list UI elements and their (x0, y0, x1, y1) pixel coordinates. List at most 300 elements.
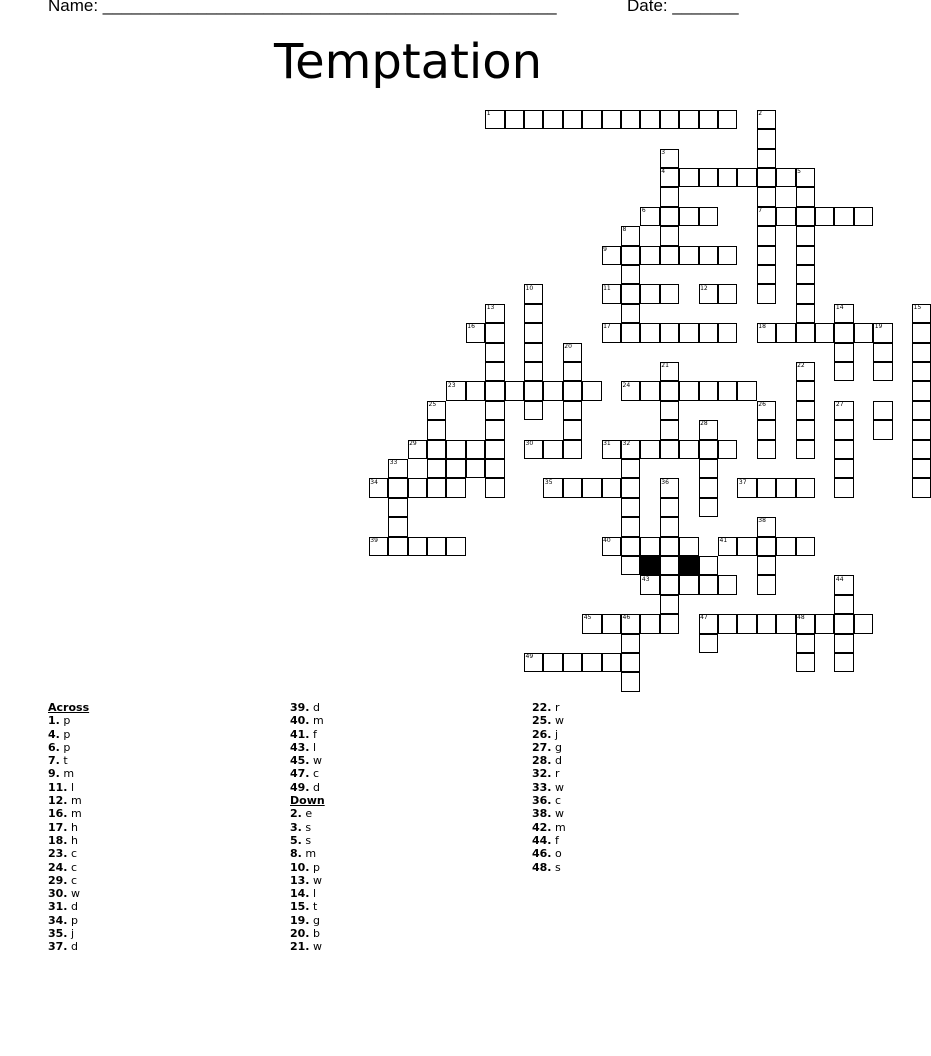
clue-number: 15 (913, 304, 922, 311)
crossword-cell[interactable] (563, 440, 582, 459)
crossword-cell[interactable] (660, 537, 679, 556)
clue-item-number: 45. (290, 754, 310, 768)
crossword-cell[interactable] (621, 556, 640, 575)
crossword-cell[interactable] (679, 575, 698, 594)
clue-item-number: 48. (532, 860, 552, 874)
clue-number: 11 (603, 284, 611, 292)
crossword-cell[interactable] (602, 110, 621, 129)
crossword-cell[interactable] (388, 498, 407, 517)
clue-item-number: 28. (532, 754, 552, 768)
crossword-cell[interactable] (699, 381, 718, 400)
crossword-cell[interactable] (427, 459, 446, 478)
crossword-cell[interactable] (505, 110, 524, 129)
crossword-cell[interactable] (640, 381, 659, 400)
clue-item: 5. s (290, 833, 312, 847)
crossword-cell[interactable] (699, 575, 718, 594)
crossword-cell[interactable] (699, 556, 718, 575)
crossword-cell[interactable] (737, 168, 756, 187)
clue-item: 16. m (48, 807, 82, 821)
date-field-label: Date: _______ (627, 0, 739, 15)
crossword-cell[interactable] (796, 634, 815, 653)
crossword-cell[interactable] (679, 440, 698, 459)
crossword-cell[interactable] (621, 265, 640, 284)
clue-item: 34. p (48, 913, 78, 927)
crossword-cell[interactable] (621, 246, 640, 265)
clue-item-number: 14. (290, 887, 310, 901)
crossword-cell[interactable] (388, 537, 407, 556)
clue-item-number: 41. (290, 727, 310, 741)
crossword-cell[interactable] (466, 440, 485, 459)
crossword-cell[interactable] (834, 614, 853, 633)
clue-column-1 (48, 701, 89, 954)
clue-item: 7. t (48, 754, 68, 768)
clue-number: 9 (603, 245, 607, 253)
crossword-cell[interactable] (854, 614, 873, 633)
clue-item: 23. c (48, 847, 78, 861)
clue-item: 10. p (290, 860, 320, 874)
clue-item-number: 43. (290, 740, 310, 754)
crossword-cell[interactable] (446, 478, 465, 497)
crossword-cell[interactable] (854, 323, 873, 342)
crossword-cell[interactable] (776, 614, 795, 633)
crossword-cell[interactable] (640, 246, 659, 265)
crossword-cell[interactable] (660, 246, 679, 265)
crossword-cell[interactable] (640, 440, 659, 459)
clue-item-number: 30. (48, 887, 68, 901)
clue-item: 38. w (532, 807, 564, 821)
crossword-cell[interactable] (757, 246, 776, 265)
clue-number: 31 (603, 439, 611, 447)
clue-number: 35 (544, 478, 553, 486)
clue-item-number: 36. (532, 794, 552, 808)
crossword-cell[interactable] (563, 381, 582, 400)
crossword-cell[interactable] (796, 246, 815, 265)
crossword-cell[interactable] (912, 420, 931, 439)
crossword-cell[interactable] (737, 537, 756, 556)
crossword-cell[interactable] (660, 187, 679, 206)
clue-number: 48 (797, 614, 805, 622)
crossword-cell[interactable] (912, 381, 931, 400)
crossword-cell[interactable] (699, 246, 718, 265)
crossword-cell[interactable] (660, 381, 679, 400)
crossword-cell[interactable] (912, 343, 931, 362)
clue-item-number: 16. (48, 807, 68, 821)
crossword-cell[interactable] (718, 440, 737, 459)
crossword-cell[interactable] (834, 420, 853, 439)
crossword-cell[interactable] (776, 168, 795, 187)
crossword-cell[interactable] (815, 207, 834, 226)
crossword-cell[interactable] (524, 362, 543, 381)
crossword-cell[interactable] (524, 343, 543, 362)
clue-item-number: 11. (48, 780, 68, 794)
crossword-cell[interactable] (485, 362, 504, 381)
crossword-cell[interactable] (796, 478, 815, 497)
crossword-cell[interactable] (427, 420, 446, 439)
crossword-cell[interactable] (602, 653, 621, 672)
crossword-cell[interactable] (796, 304, 815, 323)
crossword-cell[interactable] (563, 401, 582, 420)
crossword-cell[interactable] (834, 343, 853, 362)
crossword-cell[interactable] (912, 478, 931, 497)
crossword-cell[interactable] (485, 420, 504, 439)
clue-item-number: 18. (48, 833, 68, 847)
crossword-cell[interactable] (524, 381, 543, 400)
clue-item: 25. w (532, 714, 564, 728)
clue-item-number: 6. (48, 740, 60, 754)
crossword-cell[interactable] (563, 362, 582, 381)
clue-item-number: 46. (532, 847, 552, 861)
crossword-cell[interactable] (834, 440, 853, 459)
clue-item: 18. h (48, 833, 78, 847)
clue-item-number: 24. (48, 860, 68, 874)
crossword-cell[interactable] (543, 653, 562, 672)
clue-number: 14 (835, 304, 844, 311)
crossword-cell[interactable] (388, 517, 407, 536)
clue-number: 6 (641, 207, 646, 214)
clue-item: 32. r (532, 767, 560, 781)
crossword-cell[interactable] (796, 653, 815, 672)
crossword-cell[interactable] (427, 537, 446, 556)
clue-number: 16 (467, 323, 475, 331)
crossword-cell[interactable] (640, 323, 659, 342)
clue-item-number: 1. (48, 714, 60, 728)
crossword-cell[interactable] (621, 653, 640, 672)
crossword-cell[interactable] (679, 323, 698, 342)
crossword-cell[interactable] (660, 614, 679, 633)
crossword-cell[interactable] (679, 207, 698, 226)
crossword-cell[interactable] (485, 381, 504, 400)
crossword-cell[interactable] (757, 149, 776, 168)
crossword-cell[interactable] (524, 323, 543, 342)
clue-number: 24 (622, 381, 631, 389)
clue-item: 24. c (48, 860, 78, 874)
crossword-cell[interactable] (757, 284, 776, 303)
clue-number: 20 (564, 342, 572, 350)
crossword-cell[interactable] (854, 207, 873, 226)
crossword-cell[interactable] (873, 401, 892, 420)
crossword-cell[interactable] (602, 478, 621, 497)
crossword-cell[interactable] (427, 478, 446, 497)
crossword-cell[interactable] (446, 459, 465, 478)
crossword-cell[interactable] (660, 575, 679, 594)
crossword-cell[interactable] (834, 323, 853, 342)
crossword-cell[interactable] (485, 401, 504, 420)
clue-item-number: 12. (48, 794, 68, 808)
clue-item-number: 35. (48, 927, 68, 941)
crossword-cell[interactable] (640, 284, 659, 303)
clue-item-number: 38. (532, 807, 552, 821)
crossword-cell[interactable] (737, 381, 756, 400)
clue-item: 21. w (290, 940, 322, 954)
crossword-cell[interactable] (640, 614, 659, 633)
crossword-cell[interactable] (660, 110, 679, 129)
clue-item: 33. w (532, 780, 564, 794)
clue-item: 6. p (48, 740, 71, 754)
crossword-cell[interactable] (834, 634, 853, 653)
crossword-cell[interactable] (796, 226, 815, 245)
clue-number: 29 (409, 439, 417, 447)
clue-item: 49. d (290, 780, 320, 794)
crossword-cell[interactable] (796, 323, 815, 342)
clue-item: 1. p (48, 714, 71, 728)
crossword-cell[interactable] (757, 187, 776, 206)
clue-item-number: 39. (290, 701, 310, 714)
clue-item: 12. m (48, 794, 82, 808)
crossword-cell[interactable] (718, 381, 737, 400)
clue-number: 22 (797, 362, 805, 370)
crossword-cell[interactable] (912, 323, 931, 342)
crossword-cell[interactable] (757, 537, 776, 556)
crossword-cell[interactable] (796, 187, 815, 206)
crossword-cell[interactable] (757, 440, 776, 459)
clue-item: 42. m (532, 820, 566, 834)
crossword-cell[interactable] (660, 420, 679, 439)
crossword-cell[interactable] (776, 478, 795, 497)
crossword-cell[interactable] (466, 381, 485, 400)
crossword-cell[interactable] (912, 440, 931, 459)
crossword-cell[interactable] (485, 478, 504, 497)
crossword-cell[interactable] (660, 595, 679, 614)
crossword-cell[interactable] (602, 614, 621, 633)
crossword-cell[interactable] (679, 381, 698, 400)
crossword-cell[interactable] (582, 381, 601, 400)
crossword-cell[interactable] (815, 614, 834, 633)
clue-item-number: 32. (532, 767, 552, 781)
crossword-cell[interactable] (699, 634, 718, 653)
crossword-cell[interactable] (660, 207, 679, 226)
crossword-cell[interactable] (621, 304, 640, 323)
crossword-cell[interactable] (699, 323, 718, 342)
clue-item-number: 4. (48, 727, 60, 741)
clue-number: 25 (428, 401, 437, 408)
clue-item-number: 31. (48, 900, 68, 914)
crossword-cell[interactable] (834, 362, 853, 381)
clue-item-number: 25. (532, 714, 552, 728)
crossword-cell[interactable] (834, 459, 853, 478)
crossword-cell[interactable] (873, 420, 892, 439)
crossword-cell[interactable] (660, 440, 679, 459)
crossword-cell[interactable] (485, 323, 504, 342)
crossword-cell[interactable] (466, 459, 485, 478)
crossword-cell[interactable] (737, 614, 756, 633)
crossword-cell[interactable] (699, 168, 718, 187)
crossword-cell[interactable] (621, 634, 640, 653)
crossword-cell[interactable] (621, 110, 640, 129)
puzzle-title: Temptation (273, 34, 543, 90)
clue-item-number: 40. (290, 714, 310, 728)
crossword-cell[interactable] (640, 537, 659, 556)
crossword-cell[interactable] (621, 537, 640, 556)
crossword-cell[interactable] (660, 226, 679, 245)
crossword-cell[interactable] (679, 168, 698, 187)
clue-column-3 (532, 701, 566, 874)
crossword-cell[interactable] (485, 343, 504, 362)
crossword-cell[interactable] (660, 556, 679, 575)
crossword-cell[interactable] (640, 110, 659, 129)
crossword-cell[interactable] (699, 478, 718, 497)
crossword-cell[interactable] (757, 226, 776, 245)
clue-item-number: 20. (290, 927, 310, 941)
crossword-cell[interactable] (776, 207, 795, 226)
crossword-cell[interactable] (699, 110, 718, 129)
clue-column-2 (290, 701, 325, 954)
clue-number: 43 (641, 575, 650, 583)
crossword-cell[interactable] (485, 459, 504, 478)
crossword-cell[interactable] (582, 653, 601, 672)
crossword-cell[interactable] (699, 459, 718, 478)
crossword-cell[interactable] (718, 614, 737, 633)
crossword-cell[interactable] (660, 284, 679, 303)
crossword-cell[interactable] (408, 537, 427, 556)
clue-item: 37. d (48, 940, 78, 954)
clue-item-number: 27. (532, 740, 552, 754)
crossword-cell[interactable] (563, 478, 582, 497)
crossword-cell[interactable] (834, 595, 853, 614)
crossword-cell[interactable] (660, 401, 679, 420)
crossword-cell[interactable] (621, 323, 640, 342)
crossword-cell[interactable] (660, 323, 679, 342)
crossword-cell[interactable] (563, 653, 582, 672)
clue-number: 12 (700, 284, 708, 292)
crossword-cell[interactable] (524, 110, 543, 129)
crossword-cell[interactable] (679, 246, 698, 265)
crossword-cell[interactable] (912, 401, 931, 420)
clue-item: 46. o (532, 847, 562, 861)
clue-number: 36 (661, 478, 669, 486)
crossword-cell[interactable] (796, 381, 815, 400)
clue-item-number: 34. (48, 913, 68, 927)
clue-number: 46 (622, 614, 631, 622)
clue-item-number: 8. (290, 847, 302, 861)
crossword-cell[interactable] (660, 517, 679, 536)
crossword-cell[interactable] (718, 110, 737, 129)
crossword-cell[interactable] (505, 381, 524, 400)
crossword-cell[interactable] (834, 478, 853, 497)
crossword-cell[interactable] (718, 168, 737, 187)
crossword-cell[interactable] (796, 284, 815, 303)
clue-item: 17. h (48, 820, 78, 834)
crossword-cell[interactable] (582, 478, 601, 497)
clue-item: 44. f (532, 833, 559, 847)
clue-item: 3. s (290, 820, 312, 834)
clue-number: 49 (525, 653, 534, 661)
crossword-cell[interactable] (718, 575, 737, 594)
crossword-cell[interactable] (563, 110, 582, 129)
crossword-cell[interactable] (796, 401, 815, 420)
crossword-cell[interactable] (912, 362, 931, 381)
clue-item: 31. d (48, 900, 78, 914)
crossword-cell[interactable] (796, 207, 815, 226)
clue-item: 13. w (290, 873, 322, 887)
clue-item-number: 49. (290, 780, 310, 794)
crossword-cell[interactable] (757, 265, 776, 284)
crossword-cell[interactable] (796, 420, 815, 439)
crossword-cell[interactable] (485, 440, 504, 459)
crossword-cell[interactable] (757, 556, 776, 575)
crossword-cell[interactable] (873, 343, 892, 362)
crossword-cell[interactable] (621, 284, 640, 303)
crossword-cell[interactable] (796, 440, 815, 459)
crossword-cell[interactable] (408, 478, 427, 497)
crossword-cell[interactable] (543, 440, 562, 459)
crossword-cell[interactable] (757, 129, 776, 148)
clue-number: 8 (622, 226, 627, 234)
crossword-cell[interactable] (873, 362, 892, 381)
clue-item-number: 5. (290, 833, 302, 847)
crossword-cell[interactable] (543, 110, 562, 129)
clue-item-number: 33. (532, 780, 552, 794)
clue-item-number: 9. (48, 767, 60, 781)
clue-number: 34 (370, 478, 378, 486)
clue-item-number: 17. (48, 820, 68, 834)
clue-item: 39. d (290, 701, 320, 714)
clue-item-number: 37. (48, 940, 68, 954)
crossword-cell[interactable] (757, 168, 776, 187)
clue-item: 30. w (48, 887, 80, 901)
crossword-cell[interactable] (679, 537, 698, 556)
clue-number: 7 (758, 207, 763, 214)
crossword-cell[interactable] (834, 207, 853, 226)
crossword-cell[interactable] (621, 517, 640, 536)
crossword-cell[interactable] (524, 401, 543, 420)
clue-number: 32 (622, 439, 631, 447)
crossword-cell[interactable] (796, 537, 815, 556)
clue-item-number: 23. (48, 847, 68, 861)
clue-item-number: 22. (532, 701, 552, 714)
crossword-cell[interactable] (621, 672, 640, 691)
clue-number: 3 (661, 148, 666, 156)
crossword-cell[interactable] (621, 478, 640, 497)
crossword-cell[interactable] (582, 110, 601, 129)
crossword-cell[interactable] (757, 478, 776, 497)
clue-item-number: 13. (290, 873, 310, 887)
crossword-cell[interactable] (757, 614, 776, 633)
crossword-cell[interactable] (718, 323, 737, 342)
clue-number: 26 (758, 401, 766, 408)
crossword-cell[interactable] (679, 110, 698, 129)
crossword-cell[interactable] (757, 575, 776, 594)
crossword-cell[interactable] (427, 440, 446, 459)
crossword-cell[interactable] (912, 459, 931, 478)
crossword-cell[interactable] (388, 478, 407, 497)
crossword-cell[interactable] (563, 420, 582, 439)
crossword-cell[interactable] (446, 440, 465, 459)
crossword-cell[interactable] (776, 537, 795, 556)
crossword-cell[interactable] (621, 459, 640, 478)
crossword-cell[interactable] (621, 498, 640, 517)
clue-item: 35. j (48, 927, 75, 941)
crossword-cell[interactable] (757, 420, 776, 439)
crossword-cell[interactable] (815, 323, 834, 342)
clue-item-number: 15. (290, 900, 310, 914)
crossword-cell[interactable] (718, 284, 737, 303)
crossword-cell[interactable] (718, 246, 737, 265)
clue-number: 18 (758, 323, 766, 331)
crossword-cell[interactable] (660, 498, 679, 517)
clue-item: 41. f (290, 727, 317, 741)
clue-number: 38 (758, 517, 766, 525)
clue-item: 26. j (532, 727, 559, 741)
crossword-cell[interactable] (796, 265, 815, 284)
crossword-cell[interactable] (446, 537, 465, 556)
crossword-cell[interactable] (699, 207, 718, 226)
crossword-cell[interactable] (699, 440, 718, 459)
crossword-cell[interactable] (776, 323, 795, 342)
crossword-cell[interactable] (543, 381, 562, 400)
crossword-cell[interactable] (834, 653, 853, 672)
crossword-cell[interactable] (699, 498, 718, 517)
crossword-cell[interactable] (524, 304, 543, 323)
